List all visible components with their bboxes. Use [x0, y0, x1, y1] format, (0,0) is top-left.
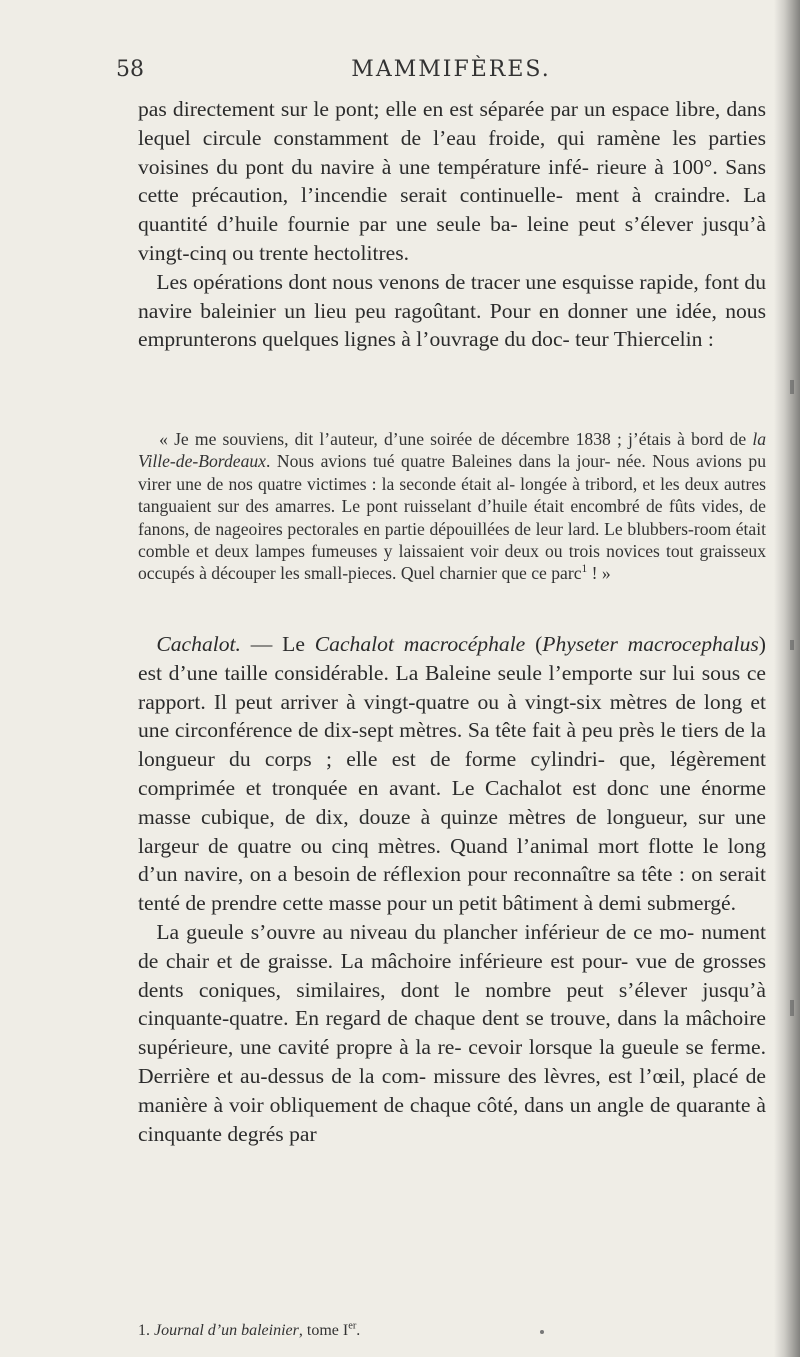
- species-common-name: Cachalot macrocéphale: [314, 632, 526, 656]
- species-latin-name: Physeter macrocephalus: [542, 632, 759, 656]
- footnote-volume-sup: er: [348, 1320, 357, 1332]
- footnote-title: Journal d’un baleinier: [154, 1322, 299, 1339]
- footnote-volume: , tome I: [298, 1322, 349, 1339]
- page-edge-mark: [790, 380, 794, 394]
- section-dash: — Le: [240, 632, 315, 656]
- paren-close: ) est: [138, 632, 766, 685]
- paragraph-2: Les opérations dont nous venons de tracer une esquisse rapide, font du navire baleinier un lieu peu ragoûtant. Pour en donner une idée, nous emprunterons quelques lignes à l’ouvrage du doc- teur Thiercelin :: [138, 269, 766, 352]
- quotation: [138, 428, 766, 585]
- quote-text-end: ! »: [587, 563, 611, 584]
- section-heading: Cachalot.: [156, 632, 241, 656]
- page-header: [116, 57, 766, 87]
- quote-text-body: . Nous avions tué quatre Baleines dans la jour- née. Nous avions pu virer une de nos quatre victimes : la seconde était al- longée à tribord, et les deux autres tanguaient sur des amarres. Le pont ruisselant d’huile était encombré de fûts vides, de fanons, de nageoires pectorales en partie dépouillées de leur lard. Le blubbers-room était comble et deux lampes fumeuses y laissaient voir deux ou trois novices tout graisseux occupés à découper les small-pieces. Quel charnier que ce parc: [138, 451, 766, 584]
- paragraph-3: [138, 630, 766, 918]
- paragraph-3-text: d’une taille considérable. La Baleine seule l’emporte sur lui sous ce rapport. Il peut arriver à vingt-quatre ou à vingt-six mètres de long et une circonférence de dix-sept mètres. Sa tête fait à peu près le tiers de la longueur du corps ; elle est de forme cylindri- que, légèrement comprimée et tronquée en avant. Le Cachalot est donc une énorme masse cubique, de dix, douze à quinze mètres de longueur, sur une largeur de quatre ou cinq mètres. Quand l’animal mort flotte le long d’un navire, on a besoin de réflexion pour reconnaître sa tête : on serait tenté de prendre cette masse pour un petit bâtiment à demi submergé.: [138, 660, 766, 916]
- paren-open: (: [525, 632, 543, 656]
- paragraph-4: La gueule s’ouvre au niveau du plancher inférieur de ce mo- nument de chair et de graisse. La mâchoire inférieure est pour- vue de grosses dents coniques, similaires, dont le nombre peut s’élever jusqu’à cinquante-quatre. En regard de chaque dent se trouve, dans la mâchoire supérieure, une cavité propre à la re- cevoir lorsque la gueule se ferme. Derrière et au-dessus de la com- missure des lèvres, est l’œil, placé de manière à voir obliquement de chaque côté, dans un angle de quarante à cinquante degrés par: [138, 919, 766, 1146]
- page-edge-mark: [790, 640, 794, 650]
- cachalot-text-block: [138, 630, 766, 1148]
- page-edge-shadow: [774, 0, 800, 1357]
- footnote-end: .: [356, 1322, 361, 1339]
- quotation-block: [138, 428, 766, 585]
- paragraph-1: pas directement sur le pont; elle en est séparée par un espace libre, dans lequel circule constamment de l’eau froide, qui ramène les parties voisines du pont du navire à une température infé- rieure à 100°. Sans cette précaution, l’incendie serait continuelle- ment à craindre. La quantité d’huile fournie par une seule ba- leine peut s’élever jusqu’à vingt-cinq ou trente hectolitres.: [138, 97, 766, 265]
- footnote: [138, 1322, 766, 1340]
- ship-name: la Ville-de-Bordeaux: [138, 429, 766, 472]
- quote-text-start: « Je me souviens, dit l’auteur, d’une soirée de décembre 1838 ; j’étais à bord de: [159, 429, 753, 449]
- page-number: 58: [116, 57, 144, 82]
- footnote-reference: 1: [581, 563, 588, 576]
- running-title: MAMMIFÈRES.: [351, 57, 551, 82]
- footnote-number: 1.: [138, 1322, 150, 1339]
- opening-text-block: [138, 95, 766, 354]
- print-speck: [540, 1330, 544, 1334]
- page-edge-mark: [790, 1000, 794, 1016]
